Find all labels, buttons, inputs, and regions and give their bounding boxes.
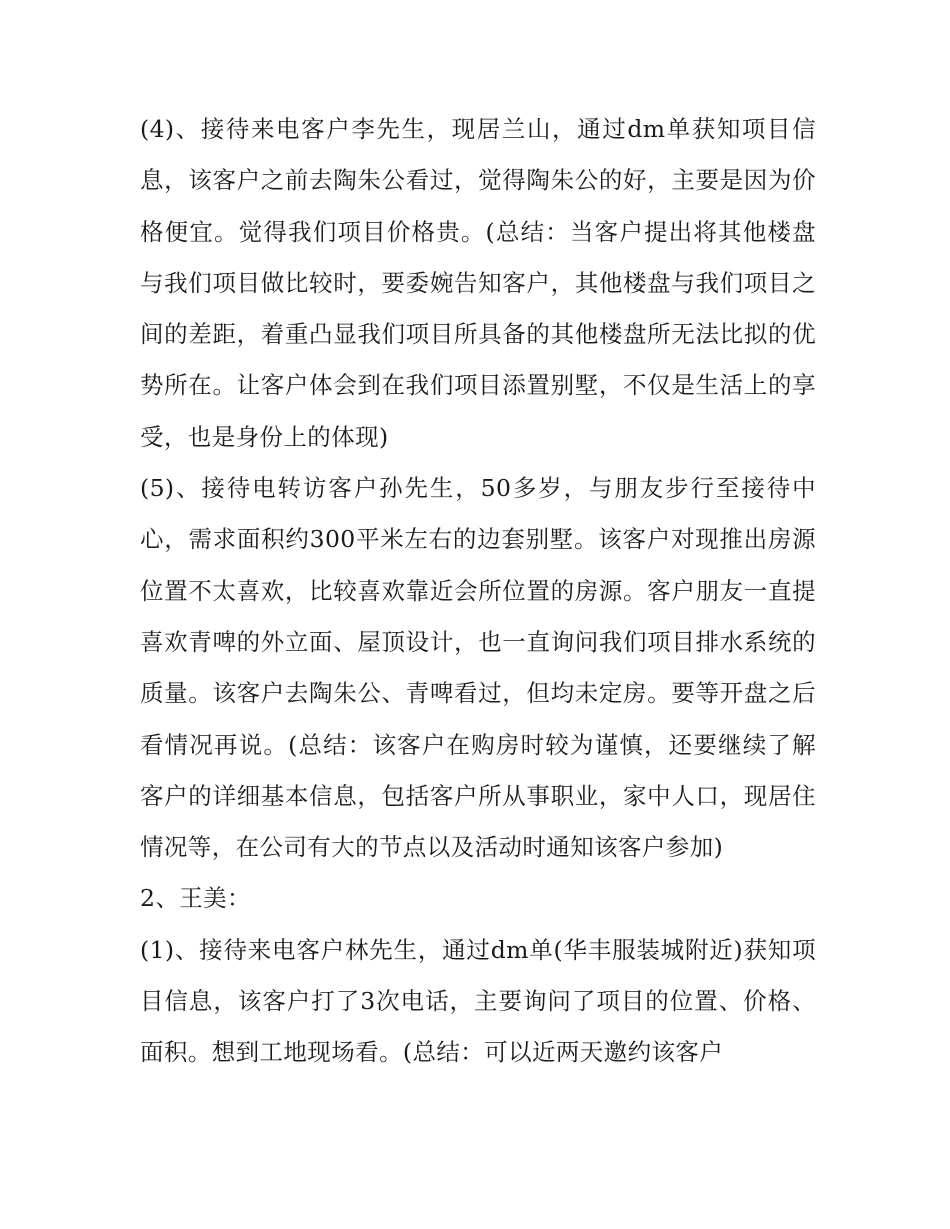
paragraph-item-4: (4)、接待来电客户李先生，现居兰山，通过dm单获知项目信息，该客户之前去陶朱公看过，觉得陶朱公的好，主要是因为价格便宜。觉得我们项目价格贵。(总结：当客户提出将其他楼盘与我们项目做比较时，要委婉告知客户，其他楼盘与我们项目之间的差距，着重凸显我们项目所具备的其他楼盘所无法比拟的优势所在。让客户体会到在我们项目添置别墅，不仅是生活上的享受，也是身份上的体现) xyxy=(140,115,816,451)
paragraph-item-5: (5)、接待电转访客户孙先生，50多岁，与朋友步行至接待中心，需求面积约300平米左右的边套别墅。该客户对现推出房源位置不太喜欢，比较喜欢靠近会所位置的房源。客户朋友一直提喜欢青啤的外立面、屋顶设计，也一直询问我们项目排水系统的质量。该客户去陶朱公、青啤看过，但均未定房。要等开盘之后看情况再说。(总结：该客户在购房时较为谨慎，还要继续了解客户的详细基本信息，包括客户所从事职业，家中人口，现居住情况等，在公司有大的节点以及活动时通知该客户参加) xyxy=(140,474,816,862)
section-heading-wang-mei: 2、王美： xyxy=(140,884,251,913)
paragraph-item-1: (1)、接待来电客户林先生，通过dm单(华丰服装城附近)获知项目信息，该客户打了3次电话，主要询问了项目的位置、价格、面积。想到工地现场看。(总结：可以近两天邀约该客户 xyxy=(140,935,816,1067)
document-page xyxy=(140,104,816,1079)
